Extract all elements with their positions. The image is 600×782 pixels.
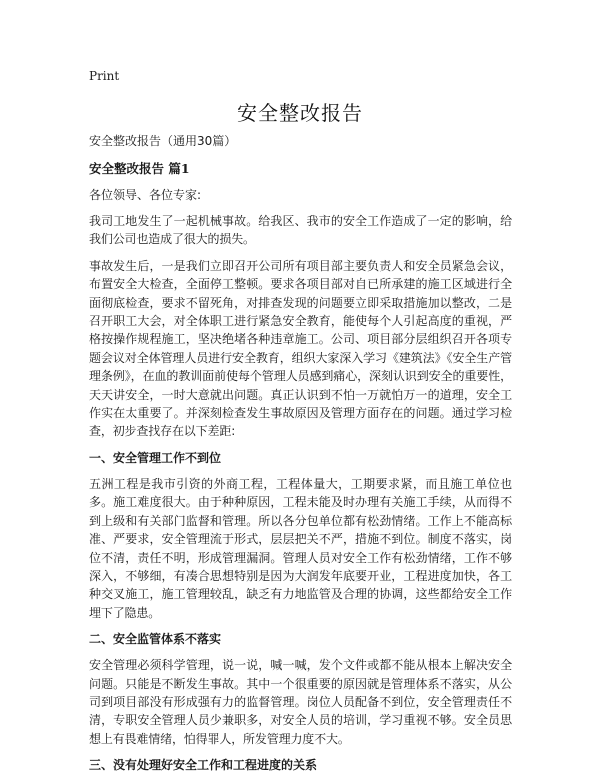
document-body: [89, 132, 512, 782]
section-heading: 三、没有处理好安全工作和工程进度的关系: [89, 758, 318, 773]
section-title: 安全整改报告 篇1: [89, 161, 190, 176]
section-heading: 二、安全监管体系不落实: [89, 632, 222, 647]
page-title: 安全整改报告: [237, 101, 363, 125]
greeting: 各位领导、各位专家:: [89, 188, 202, 202]
print-label: Print: [89, 69, 120, 83]
document-subtitle: 安全整改报告（通用30篇）: [89, 134, 237, 148]
paragraph: 我司工地发生了一起机械事故。给我区、我市的安全工作造成了一定的影响，给我们公司也造成了很大的损失。: [89, 214, 512, 247]
section-heading: 一、安全管理工作不到位: [89, 450, 222, 465]
paragraph: 五洲工程是我市引资的外商工程，工程体量大，工期要求紧，而且施工单位也多。施工难度很大。由于种种原因，工程未能及时办理有关施工手续，从而得不到上级和有关部门监督和管理。所以各分包单位都有松劲情绪。工作上不能高标准、严要求，安全管理流于形式，层层把关不严，措施不到位。制度不落实，岗位不清，责任不明，形成管理漏洞。管理人员对安全工作有松劲情绪，工作不够深入，不够细，有凑合思想特别是因为大润发年底要开业，工程进度加快，各工种交叉施工，施工管理较乱，缺乏有力地监管及合理的协调，这些都给安全工作埋下了隐患。: [89, 476, 512, 620]
paragraph: 安全管理必须科学管理，说一说，喊一喊，发个文件或都不能从根本上解决安全问题。只能是不断发生事故。其中一个很重要的原因就是管理体系不落实，从公司到项目部没有形成强有力的监督管理。岗位人员配备不到位，安全管理责任不清，专职安全管理人员少兼职多，对安全人员的培训，学习重视不够。安全员思想上有畏难情绪，怕得罪人，所发管理力度不大。: [89, 658, 512, 746]
paragraph: 事故发生后，一是我们立即召开公司所有项目部主要负责人和安全员紧急会议，布置安全大检查，全面停工整顿。要求各项目部对自已所承建的施工区域进行全面彻底检查，要求不留死角，对排查发现的问题要立即采取措施加以整改，二是召开职工大会，对全体职工进行紧急安全教育，能使每个人引起高度的重视，严格按操作规程施工，坚决绝堵各种违章施工。公司、项目部分层组织召开各项专题会议对全体管理人员进行安全教育，组织大家深入学习《建筑法》《安全生产管理条例》，在血的教训面前使每个管理人员感到痛心，深刻认识到安全的重要性，天天讲安全，一时大意就出问题。真正认识到不怕一万就怕万一的道理，安全工作实在太重要了。并深刻检查发生事故原因及管理方面存在的问题。通过学习检查，初步查找存在以下差距:: [89, 258, 512, 439]
